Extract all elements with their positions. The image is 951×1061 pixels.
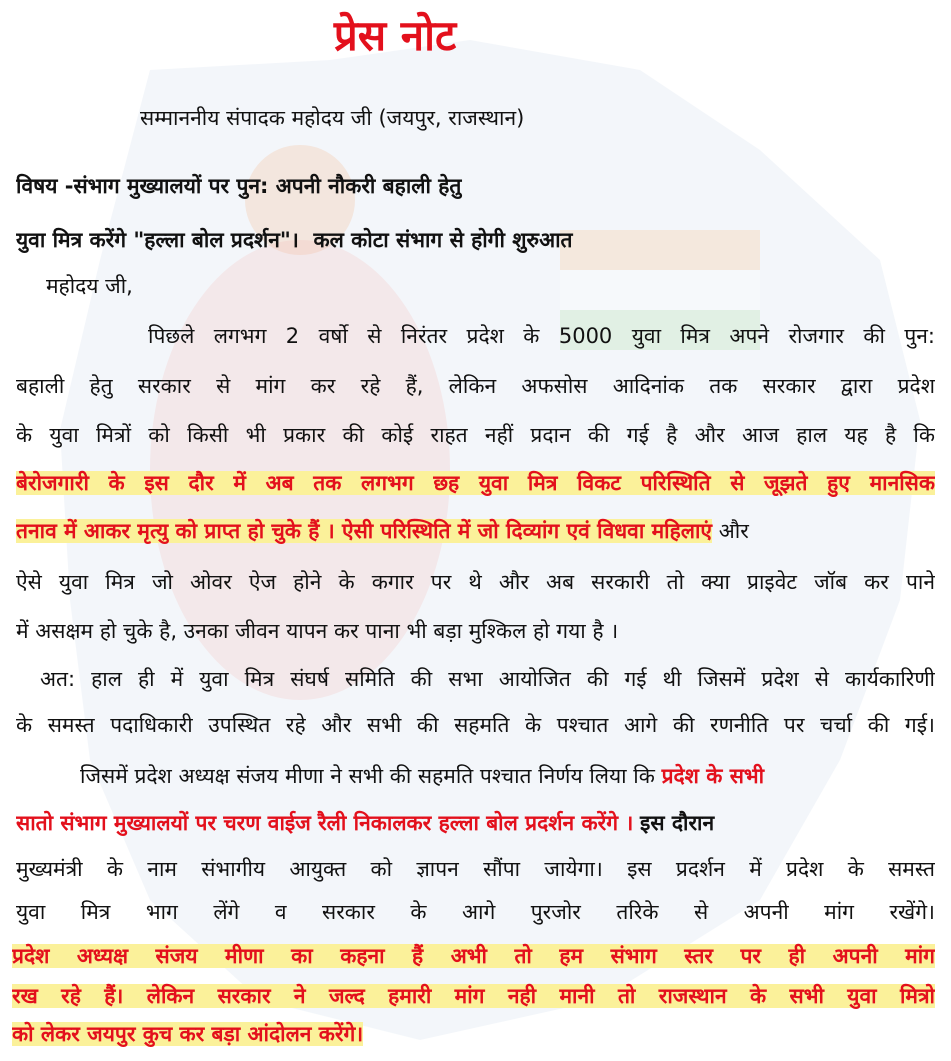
para1-line-3: के युवा मित्रों को किसी भी प्रकार की कोई राहत नहीं प्रदान की गई है और आज हाल यह है कि <box>16 423 935 447</box>
subject-line-2b: कल कोटा संभाग से होगी शुरुआत <box>313 228 573 252</box>
subject-line-2a: युवा मित्र करेंगे "हल्ला बोल प्रदर्शन"। <box>16 228 299 252</box>
highlight-text: को लेकर जयपुर कुच कर बड़ा आंदोलन करेंगे। <box>12 1022 364 1046</box>
highlight-text: बेरोजगारी के इस दौर में अब तक लगभग छह युवा मित्र विकट परिस्थिति से जूझते हुए मानसिक <box>16 471 935 495</box>
para2-line-1: अत: हाल ही में युवा मित्र संघर्ष समिति की सभा आयोजित की गई थी जिसमें प्रदेश से कार्यकारिणी <box>40 667 935 691</box>
para1-line-6: ऐसे युवा मित्र जो ओवर ऐज होने के कगार पर थे और अब सरकारी तो क्या प्राइवेट जॉब कर पाने <box>16 570 935 594</box>
para1-line-5-tail: और <box>718 519 749 543</box>
para1-line-2: बहाली हेतु सरकार से मांग कर रहे हैं, लेकिन अफसोस आदिनांक तक सरकार द्वारा प्रदेश <box>16 374 935 398</box>
para4-line-3 <box>12 1018 935 1050</box>
press-note-title: प्रेस नोट <box>333 11 457 60</box>
para4-line-2 <box>12 980 935 1012</box>
para3-line-2 <box>16 807 935 839</box>
highlight-text: प्रदेश के सभी <box>661 764 765 788</box>
para4-line-1 <box>12 940 935 972</box>
para2-line-2: के समस्त पदाधिकारी उपस्थित रहे और सभी की सहमति के पश्चात आगे की रणनीति पर चर्चा की गई। <box>16 713 935 737</box>
para3-line-1-text: जिसमें प्रदेश अध्यक्ष संजय मीणा ने सभी की सहमति पश्चात निर्णय लिया कि <box>80 764 655 788</box>
para1-line-1: पिछले लगभग 2 वर्षो से निरंतर प्रदेश के 5000 युवा मित्र अपने रोजगार की पुन: <box>148 324 935 348</box>
highlight-text: सातो संभाग मुख्यालयों पर चरण वाईज रैली निकालकर हल्ला बोल प्रदर्शन करेंगे । <box>16 811 634 835</box>
para3-line-4: युवा मित्र भाग लेंगे व सरकार के आगे पुरजोर तरिके से अपनी मांग रखेंगे। <box>16 900 935 924</box>
subject-line-1: विषय -संभाग मुख्यालयों पर पुन: अपनी नौकरी बहाली हेतु <box>16 174 462 198</box>
para1-line-7: में असक्षम हो चुके है, उनका जीवन यापन कर पाना भी बड़ा मुश्किल हो गया है । <box>16 619 619 643</box>
para1-line-4 <box>16 467 935 499</box>
subject-line-2 <box>16 224 935 256</box>
addressee: सम्माननीय संपादक महोदय जी (जयपुर, राजस्थान) <box>140 106 525 130</box>
highlight-text: तनाव में आकर मृत्यु को प्राप्त हो चुके हैं । ऐसी परिस्थिति में जो दिव्यांग एवं विधवा महिलाएं <box>16 519 713 543</box>
para3-line-2-tail: इस दौरान <box>640 811 715 835</box>
salutation: महोदय जी, <box>46 274 133 298</box>
para3-line-3: मुख्यमंत्री के नाम संभागीय आयुक्त को ज्ञापन सौंपा जायेगा। इस प्रदर्शन में प्रदेश के समस्त <box>16 857 935 881</box>
highlight-text: रख रहे हैं। लेकिन सरकार ने जल्द हमारी मांग नही मानी तो राजस्थान के सभी युवा मित्रो <box>12 984 935 1008</box>
highlight-text: प्रदेश अध्यक्ष संजय मीणा का कहना हैं अभी तो हम संभाग स्तर पर ही अपनी मांग <box>12 944 935 968</box>
para1-line-5 <box>16 515 935 547</box>
para3-line-1 <box>80 760 935 792</box>
